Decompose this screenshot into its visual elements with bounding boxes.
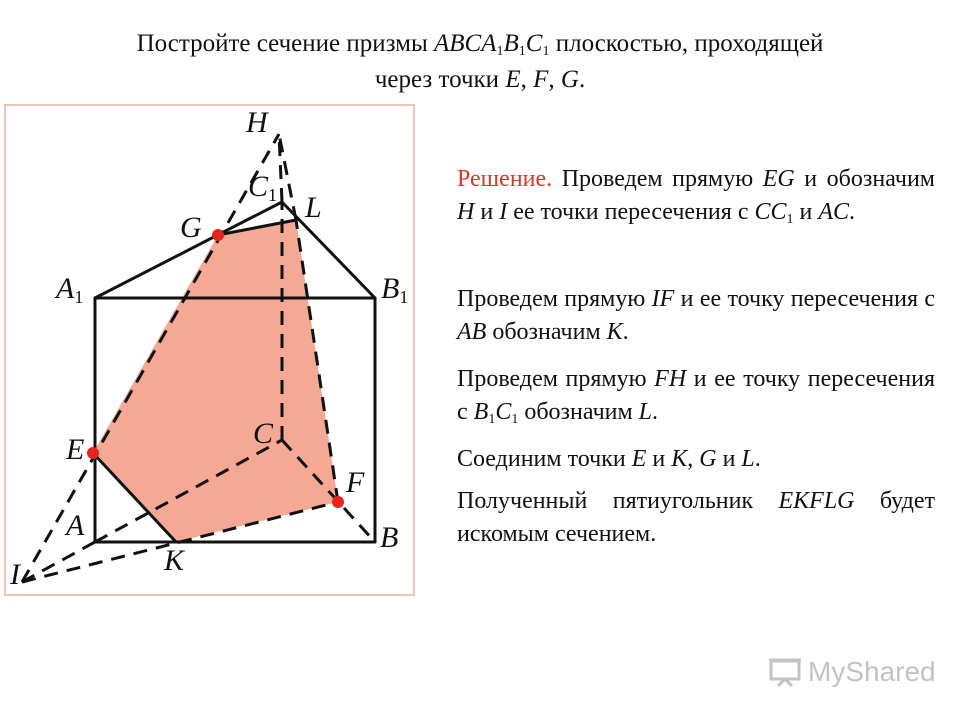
solution-paragraph-1: Решение. Проведем прямую EG и обозначим H и I ее точки пересечения с $CC_1$ и AC. [457,166,935,227]
label-l-top: L [305,191,322,224]
label-e: E [66,433,85,466]
watermark-text: MyShared [808,656,936,687]
solution-paragraph-2: Проведем прямую IF и ее точку пересечения с AB обозначим K. [457,286,935,345]
solution-paragraph-4: Соединим точки E и K, G и L. [457,446,761,472]
solution-paragraph-3: Проведем прямую FH и ее точку пересечения с $B_1C_1$ обозначим L. [457,366,935,427]
projector-screen-icon [768,657,802,687]
label-c1: C1 [248,170,278,205]
solution-paragraph-5: Полученный пятиугольник EKFLG будет искомым сечением. [457,488,935,547]
watermark-logo [768,652,936,692]
point-e [87,447,99,459]
label-i: I [10,558,20,591]
label-b1: B1 [381,272,409,307]
label-c: C [253,417,274,450]
label-a1: A1 [56,272,84,307]
point-f [332,496,344,508]
point-g [212,229,224,241]
label-k: K [164,544,185,577]
label-b: B [380,521,399,554]
title-line-2: через точки E, F, G. [374,66,586,93]
title-line-1: Постройте сечение призмы $ABCA_1B_1C_1$ плоскостью, проходящей [136,30,824,59]
label-h: H [246,106,268,139]
label-a: A [66,509,85,542]
label-g: G [180,211,202,244]
label-f: F [346,466,365,499]
extension-i-a [22,542,95,582]
